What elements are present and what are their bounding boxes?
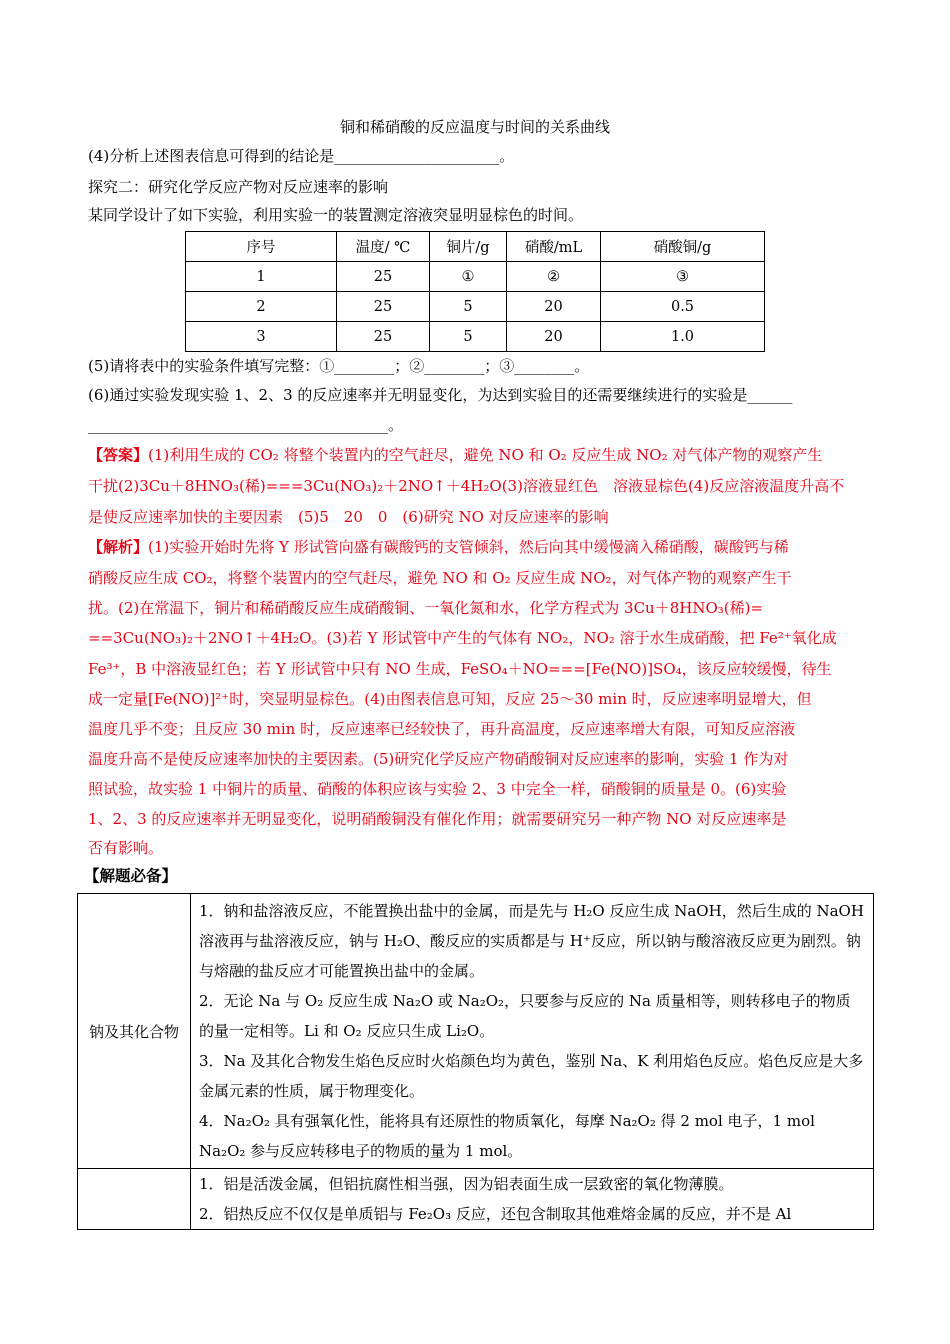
header-cell: 硝酸/mL (507, 232, 601, 262)
explore-2-title: 探究二：研究化学反应产物对反应速率的影响 (88, 178, 389, 196)
table-cell: 3 (186, 322, 337, 352)
experiment-table (185, 231, 765, 352)
analysis-line-3: 扰。(2)在常温下，铜片和稀硝酸反应生成硝酸铜、一氧化氮和水，化学方程式为 3Cu＋8HNO₃(稀)= (88, 599, 764, 617)
analysis-line-7: 温度几乎不变；且反应 30 min 时，反应速率已经较快了，再升高温度，反应速率增大有限，可知反应溶液 (88, 720, 796, 738)
table-header-row (186, 232, 765, 262)
table-cell: 5 (430, 322, 507, 352)
category-cell (78, 1169, 191, 1230)
key-point: 2．铝热反应不仅仅是单质铝与 Fe₂O₃ 反应，还包含制取其他难熔金属的反应，并不是 Al (199, 1205, 792, 1223)
table-row (78, 1169, 874, 1230)
answer-label: 【答案】 (88, 446, 149, 464)
section-heading: 【解题必备】 (84, 866, 178, 885)
table-row (186, 262, 765, 292)
analysis-text: (1)实验开始时先将 Y 形试管向盛有碳酸钙的支管倾斜，然后向其中缓慢滴入稀硝酸，碳酸钙与稀 (148, 538, 789, 556)
analysis-line-1 (88, 537, 789, 557)
analysis-line-6: 成一定量[Fe(NO)]²⁺时，突显明显棕色。(4)由图表信息可知，反应 25～30 min 时，反应速率明显增大，但 (88, 690, 812, 708)
header-cell: 温度/ ℃ (337, 232, 430, 262)
content-cell (191, 1169, 874, 1230)
table-cell: 20 (507, 322, 601, 352)
analysis-line-2: 硝酸反应生成 CO₂，将整个装置内的空气赶尽，避免 NO 和 O₂ 反应生成 NO₂，对气体产物的观察产生干 (88, 569, 792, 587)
key-points-table (77, 893, 874, 1230)
analysis-line-9: 照试验，故实验 1 中铜片的质量、硝酸的体积应该与实验 2、3 中完全一样，硝酸铜的质量是 0。(6)实验 (88, 780, 787, 798)
table-row (186, 292, 765, 322)
key-point: 2．无论 Na 与 O₂ 反应生成 Na₂O 或 Na₂O₂，只要参与反应的 Na 质量相等，则转移电子的物质的量一定相等。Li 和 O₂ 反应只生成 Li₂O。 (199, 992, 851, 1040)
answer-line-2: 干扰(2)3Cu＋8HNO₃(稀)===3Cu(NO₃)₂＋2NO↑＋4H₂O(3)溶液显红色 溶液显棕色(4)反应溶液温度升高不 (88, 477, 845, 495)
table-cell: 25 (337, 292, 430, 322)
table-cell: 2 (186, 292, 337, 322)
table-cell: ① (430, 262, 507, 292)
header-cell: 铜片/g (430, 232, 507, 262)
key-point: 1．铝是活泼金属，但铝抗腐性相当强，因为铝表面生成一层致密的氧化物薄膜。 (199, 1175, 734, 1193)
analysis-line-5: Fe³⁺，B 中溶液显红色；若 Y 形试管中只有 NO 生成，FeSO₄＋NO===[Fe(NO)]SO₄，该反应较缓慢，待生 (88, 660, 832, 678)
table-cell: 20 (507, 292, 601, 322)
question-6-line-2: ________________________________________。 (88, 416, 404, 434)
analysis-line-11: 否有影响。 (88, 839, 164, 857)
table-cell: 1.0 (601, 322, 765, 352)
table-cell: 25 (337, 322, 430, 352)
analysis-line-4: ==3Cu(NO₃)₂＋2NO↑＋4H₂O。(3)若 Y 形试管中产生的气体有 NO₂，NO₂ 溶于水生成硝酸，把 Fe²⁺氧化成 (88, 629, 837, 647)
question-5: (5)请将表中的实验条件填写完整：①________；②________；③________。 (88, 357, 590, 375)
chart-caption: 铜和稀硝酸的反应温度与时间的关系曲线 (339, 118, 610, 136)
question-6-line-1: (6)通过实验发现实验 1、2、3 的反应速率并无明显变化，为达到实验目的还需要继续进行的实验是______ (88, 386, 793, 404)
table-cell: ③ (601, 262, 765, 292)
analysis-label: 【解析】 (88, 538, 149, 556)
table-cell: 25 (337, 262, 430, 292)
key-point: 3．Na 及其化合物发生焰色反应时火焰颜色均为黄色，鉴别 Na、K 利用焰色反应。焰色反应是大多金属元素的性质，属于物理变化。 (199, 1052, 864, 1100)
table-row (186, 322, 765, 352)
table-cell: ② (507, 262, 601, 292)
answer-line-3: 是使反应速率加快的主要因素 (5)5 20 0 (6)研究 NO 对反应速率的影响 (88, 508, 609, 526)
key-point: 1．钠和盐溶液反应，不能置换出盐中的金属，而是先与 H₂O 反应生成 NaOH，然后生成的 NaOH 溶液再与盐溶液反应，钠与 H₂O、酸反应的实质都是与 H⁺反应，所以钠与酸溶液反应更为剧烈。钠与熔融的盐反应才可能置换出盐中的金属。 (199, 902, 864, 980)
answer-text: (1)利用生成的 CO₂ 将整个装置内的空气赶尽，避免 NO 和 O₂ 反应生成 NO₂ 对气体产物的观察产生 (148, 446, 823, 464)
explore-2-intro: 某同学设计了如下实验，利用实验一的装置测定溶液突显明显棕色的时间。 (88, 206, 584, 224)
answer-line-1 (88, 445, 822, 465)
table-cell: 0.5 (601, 292, 765, 322)
analysis-line-8: 温度升高不是使反应速率加快的主要因素。(5)研究化学反应产物硝酸铜对反应速率的影响，实验 1 作为对 (88, 750, 789, 768)
table-row (78, 894, 874, 1169)
table-cell: 5 (430, 292, 507, 322)
content-cell (191, 894, 874, 1169)
analysis-line-10: 1、2、3 的反应速率并无明显变化，说明硝酸铜没有催化作用；就需要研究另一种产物 NO 对反应速率是 (88, 810, 787, 828)
header-cell: 序号 (186, 232, 337, 262)
category-cell: 钠及其化合物 (78, 894, 191, 1169)
question-4: (4)分析上述图表信息可得到的结论是______________________。 (88, 147, 515, 165)
key-point: 4．Na₂O₂ 具有强氧化性，能将具有还原性的物质氧化，每摩 Na₂O₂ 得 2 mol 电子，1 mol Na₂O₂ 参与反应转移电子的物质的量为 1 mol。 (199, 1112, 815, 1160)
header-cell: 硝酸铜/g (601, 232, 765, 262)
table-cell: 1 (186, 262, 337, 292)
